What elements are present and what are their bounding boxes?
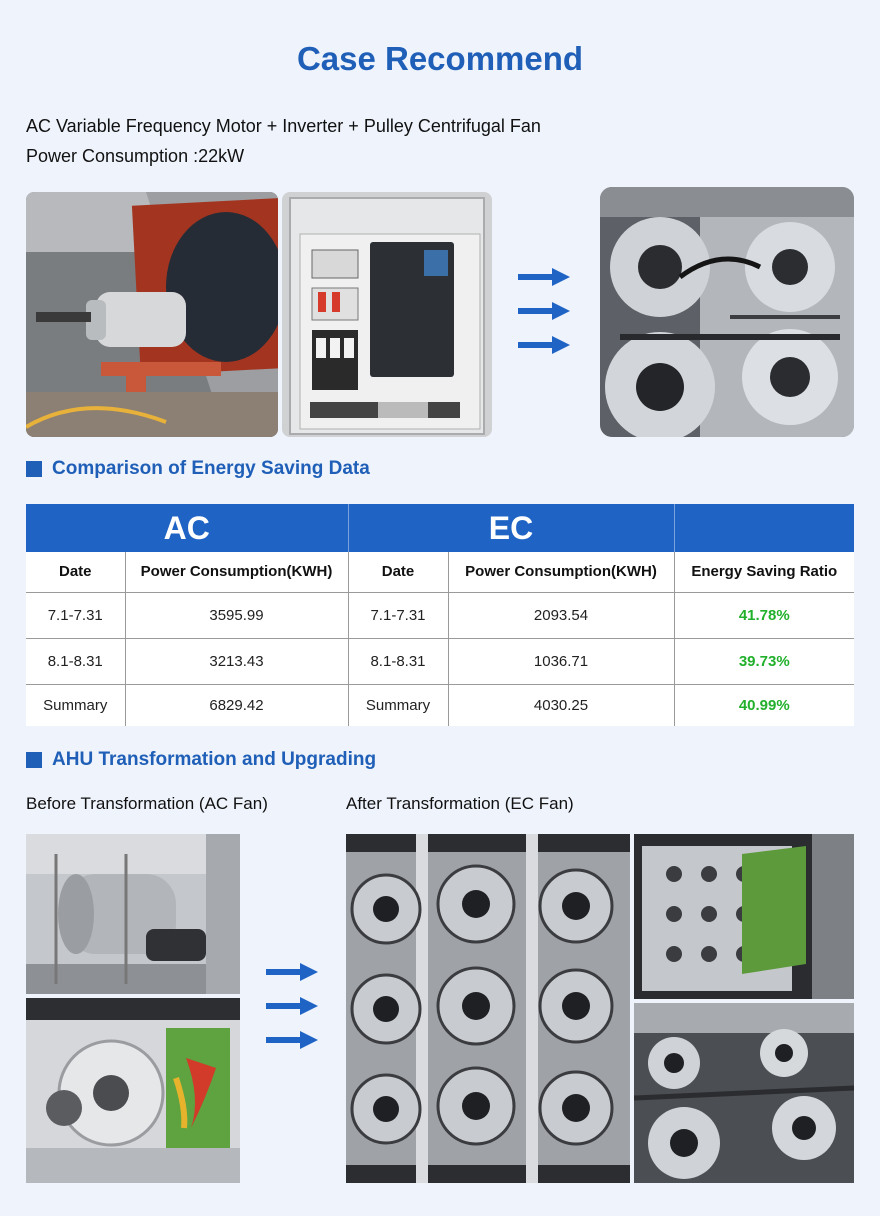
photo-ac-fan-top	[26, 834, 240, 994]
section-heading-ahu	[26, 749, 376, 771]
table-cell: 3213.43	[125, 638, 348, 684]
arrow-right-icon	[266, 997, 318, 1015]
photo-ac-motor	[26, 192, 278, 437]
group-header-extra	[674, 504, 854, 552]
table-cell: 7.1-7.31	[26, 592, 125, 638]
table-cell: 4030.25	[448, 684, 674, 726]
arrow-right-icon	[518, 268, 570, 286]
table-row	[26, 638, 854, 684]
column-header: Energy Saving Ratio	[674, 552, 854, 592]
photo-ec-fans	[600, 187, 854, 437]
energy-comparison-table	[26, 504, 854, 726]
table-cell: 2093.54	[448, 592, 674, 638]
saving-ratio-cell: 41.78%	[674, 592, 854, 638]
table-cell: 8.1-8.31	[26, 638, 125, 684]
table-row	[26, 592, 854, 638]
table-cell: 3595.99	[125, 592, 348, 638]
intro-line-config: AC Variable Frequency Motor + Inverter + Pulley Centrifugal Fan	[26, 116, 541, 136]
group-header-ac: AC	[26, 504, 348, 552]
table-cell: Summary	[26, 684, 125, 726]
page-title: Case Recommend	[296, 40, 584, 77]
photo-ac-fan-bottom	[26, 998, 240, 1183]
square-bullet-icon	[26, 461, 42, 477]
arrow-right-icon	[518, 336, 570, 354]
saving-ratio-cell: 40.99%	[738, 696, 790, 714]
photo-ec-panel-top	[634, 834, 854, 999]
square-bullet-icon	[26, 752, 42, 768]
arrow-right-icon	[518, 302, 570, 320]
column-header: Date	[26, 552, 125, 592]
section-heading-text: Comparison of Energy Saving Data	[52, 458, 370, 479]
section-heading-energy-data	[26, 458, 370, 480]
column-header: Date	[348, 552, 448, 592]
intro-line-power: Power Consumption :22kW	[26, 146, 245, 166]
table-cell: 8.1-8.31	[348, 638, 448, 684]
photo-ec-fans-row	[634, 1003, 854, 1183]
arrow-group-top	[518, 268, 570, 370]
saving-ratio-cell: 39.73%	[674, 638, 854, 684]
caption-before: Before Transformation (AC Fan)	[26, 794, 268, 813]
arrow-right-icon	[266, 1031, 318, 1049]
group-header-ec: EC	[348, 504, 674, 552]
column-header: Power Consumption(KWH)	[448, 552, 674, 592]
photo-ec-fan-wall	[346, 834, 630, 1183]
section-heading-text: AHU Transformation and Upgrading	[52, 749, 377, 770]
table-cell: 6829.42	[125, 684, 348, 726]
photo-inverter-cabinet	[282, 192, 492, 437]
table-cell: 1036.71	[448, 638, 674, 684]
arrow-group-bottom	[266, 963, 318, 1065]
column-header: Power Consumption(KWH)	[125, 552, 348, 592]
caption-after: After Transformation (EC Fan)	[346, 794, 574, 813]
table-row	[26, 684, 854, 726]
arrow-right-icon	[266, 963, 318, 981]
table-cell: 7.1-7.31	[348, 592, 448, 638]
table-cell: Summary	[348, 684, 448, 726]
